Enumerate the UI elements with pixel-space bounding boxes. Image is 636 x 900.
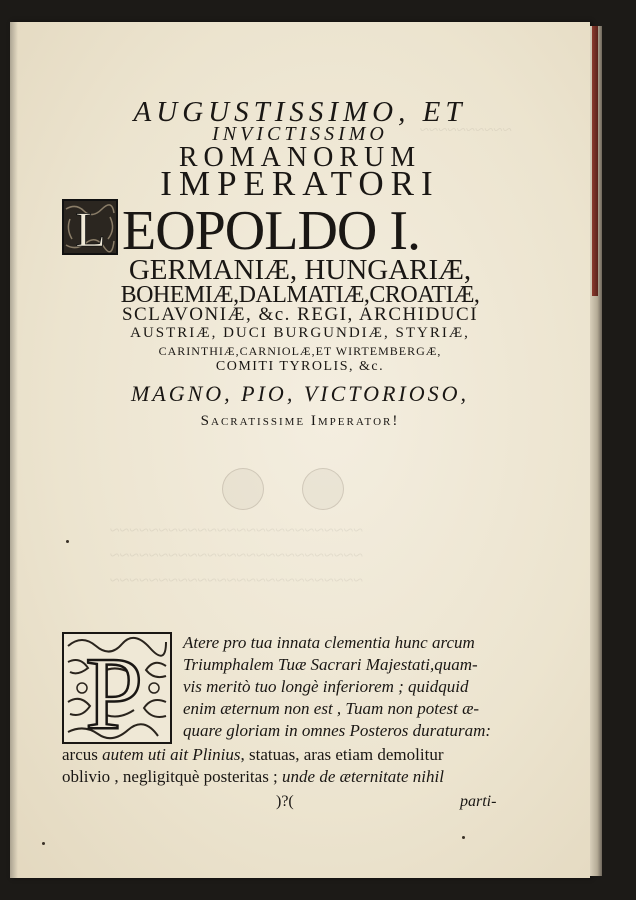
signature-mark: )?( bbox=[276, 793, 294, 810]
ornamental-initial bbox=[62, 199, 118, 255]
ornament-pattern-icon bbox=[62, 199, 118, 255]
title-line-2: INVICTISSIMO bbox=[212, 123, 388, 145]
body-line-6 bbox=[62, 746, 443, 763]
title-line-3: ROMANORUM bbox=[178, 142, 422, 173]
title-line-4: IMPERATORI bbox=[160, 164, 440, 203]
body-line-7 bbox=[62, 768, 444, 785]
drop-cap-letter: P bbox=[85, 636, 143, 744]
title-line-8: SCLAVONIÆ, &c. REGI, ARCHIDUCI bbox=[121, 304, 479, 325]
show-through-medallion bbox=[222, 468, 264, 510]
title-line-9: AUSTRIÆ, DUCI BURGUNDIÆ, STYRIÆ, bbox=[130, 325, 470, 341]
body-line-1: Atere pro tua innata clementia hunc arcum bbox=[183, 633, 475, 652]
show-through-medallion bbox=[302, 468, 344, 510]
title-line-10: CARINTHIÆ,CARNIOLÆ,ET WIRTEMBERGÆ, bbox=[158, 344, 442, 358]
body-line-6-a: arcus bbox=[62, 745, 103, 764]
body-line-3: vis meritò tuo longè inferiorem ; quidquid bbox=[183, 677, 469, 696]
emperor-name-rest: EOPOLDO I. bbox=[122, 200, 420, 262]
title-line-1: AUGUSTISSIMO, ET bbox=[133, 96, 467, 128]
title-line-11: COMITI TYROLIS, &c. bbox=[215, 359, 385, 374]
emperor-name bbox=[62, 199, 582, 262]
page-edge-red bbox=[592, 26, 598, 296]
body-line-7-a: oblivio , negligitquè posteritas ; bbox=[62, 767, 283, 786]
body-line-6-b: autem uti ait Plinius bbox=[102, 745, 241, 764]
initial-letter: L bbox=[75, 201, 105, 255]
ink-speck bbox=[66, 540, 69, 543]
title-line-7: BOHEMIÆ,DALMATIÆ,CROATIÆ, bbox=[120, 282, 480, 308]
ink-speck bbox=[462, 836, 465, 839]
body-line-5: quare gloriam in omnes Posteros duraturam: bbox=[183, 721, 492, 740]
show-through: ~~~~~~~~~~~~~~~~~~~~~~~~~~ bbox=[110, 520, 364, 540]
floral-ornament-icon bbox=[62, 632, 172, 744]
body-line-4: enim æternum non est , Tuam non potest æ- bbox=[183, 699, 480, 718]
ink-speck bbox=[42, 842, 45, 845]
title-line-12: MAGNO, PIO, VICTORIOSO, bbox=[130, 381, 470, 406]
show-through: ~~~~~~~~~~~~~~~~~~~~~~~~~~ bbox=[110, 545, 364, 565]
body-line-6-c: , statuas, aras etiam demolitur bbox=[240, 745, 444, 764]
body-line-7-b: unde de æternitate nihil bbox=[282, 767, 444, 786]
body-line-2: Triumphalem Tuæ Sacrari Majestati,quam- bbox=[183, 655, 478, 674]
drop-cap-ornament bbox=[62, 632, 172, 744]
show-through: ~~~~~~~~~~~~~~~~~~~~~~~~~~ bbox=[110, 570, 364, 590]
title-line-6: GERMANIÆ, HUNGARIÆ, bbox=[128, 254, 472, 286]
show-through: ~~~~~~~~~~ bbox=[420, 120, 512, 139]
catchword: parti- bbox=[460, 793, 497, 810]
salutation: Sacratissime Imperator! bbox=[200, 413, 400, 429]
